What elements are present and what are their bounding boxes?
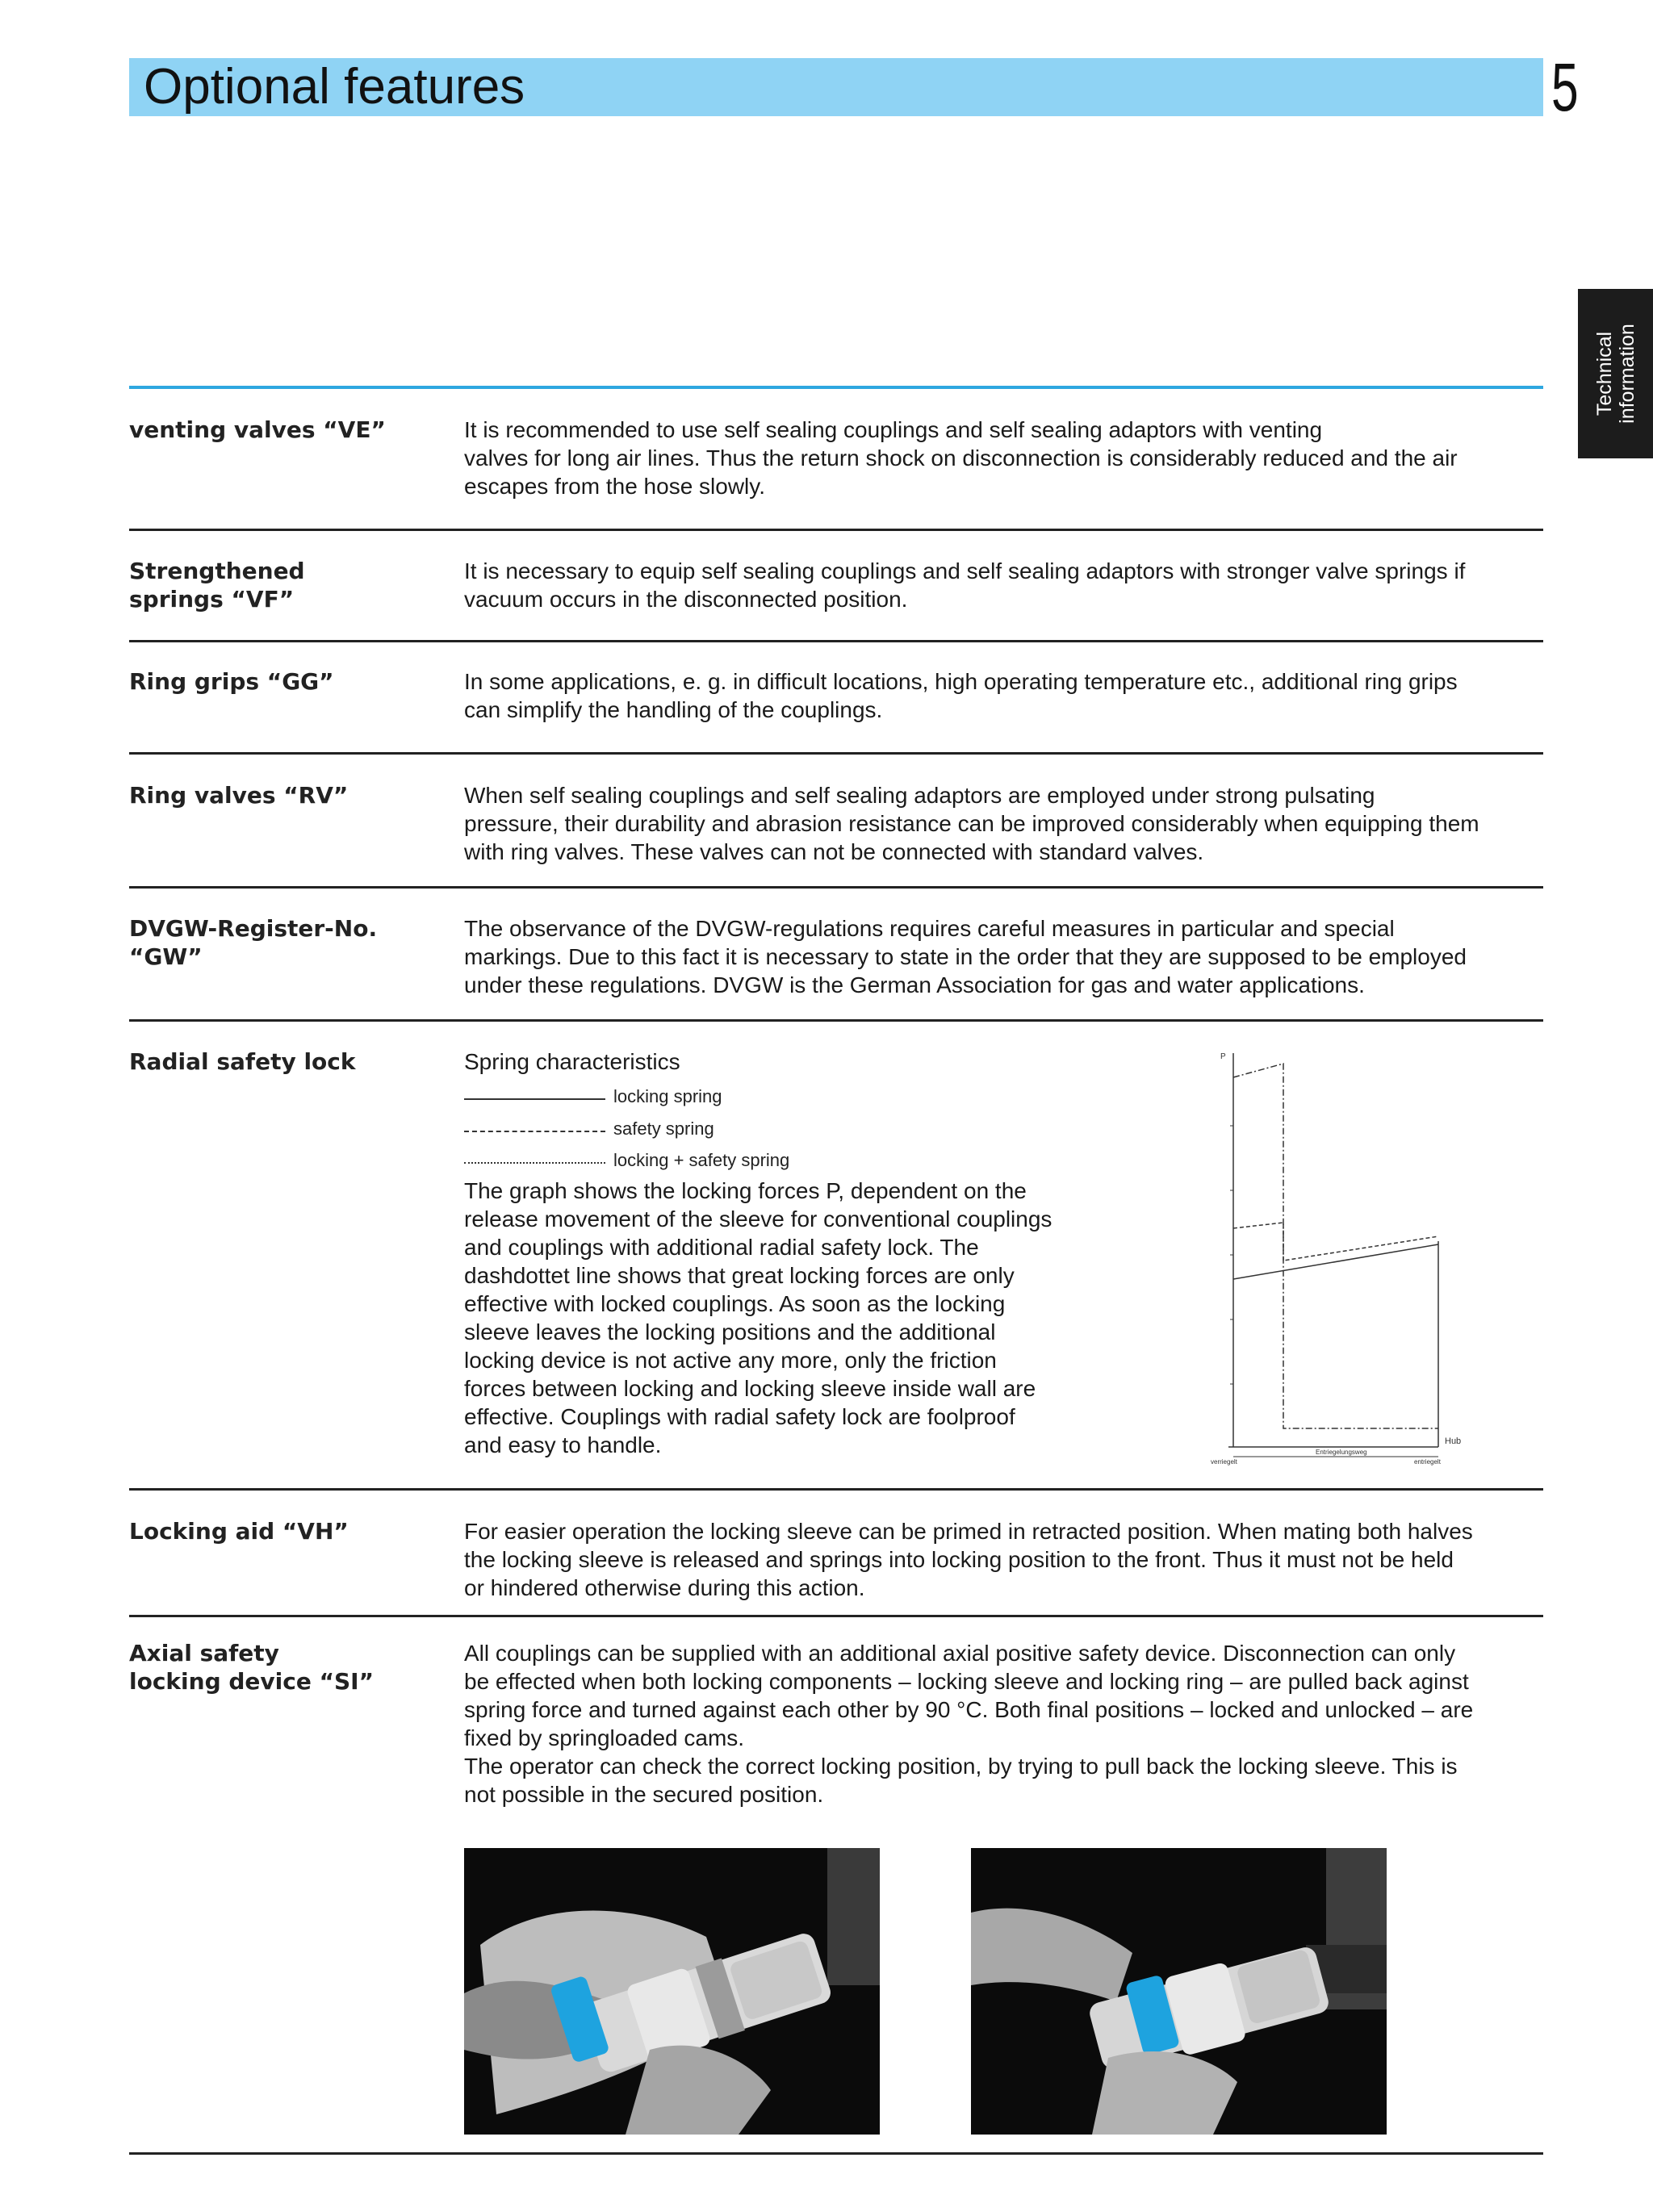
legend-label-safety: safety spring [613,1119,714,1139]
spring-characteristics-graph [1211,1049,1462,1466]
desc-axial-safety: All couplings can be supplied with an additional axial positive safety device. Disconnection can only be effected when both locking components – locking sleeve and locking ring – are pulled back aginst spring force and turned against each other by 90 °C. Both final positions – locked and unlocked – are fixed by springloaded cams. The operator can check the correct locking position, by trying to pull back the locking sleeve. This is not possible in the secured position. [464,1641,1474,1807]
desc-ring-valves: When self sealing couplings and self sealing adaptors are employed under strong pulsating pressure, their durability and abrasion resistance can be improved considerably when equipping them with ring valves. These valves can not be connected with standard valves. [464,783,1479,864]
divider [129,1019,1543,1022]
divider [129,640,1543,642]
page-header-bar [129,58,1543,116]
section-top-rule [129,386,1543,389]
page-title: Optional features [144,59,525,115]
divider [129,529,1543,531]
term-axial-safety: Axial safety locking device “SI” [129,1640,374,1695]
desc-locking-aid: For easier operation the locking sleeve can be primed in retracted position. When mating both halves the locking sleeve is released and springs into locking position to the front. Thus it must not be held or hindered otherwise during this action. [464,1519,1473,1600]
photo-coupling-locked [464,1848,880,2135]
term-ring-valves: Ring valves “RV” [129,782,349,809]
desc-venting-valves: It is recommended to use self sealing couplings and self sealing adaptors with venting valves for long air lines. Thus the return shock on disconnection is considerably reduced and the air escapes from the hose slowly. [464,417,1458,499]
desc-strengthened-springs: It is necessary to equip self sealing couplings and self sealing adaptors with stronger valve springs if vacuum occurs in the disconnected position. [464,558,1466,612]
locking-spring-curve [1233,1244,1438,1279]
side-tab-label: Technical information [1592,324,1638,424]
legend-label-combined: locking + safety spring [613,1150,790,1170]
graph-x-label: Hub [1445,1436,1462,1446]
graph-right-label: entriegelt [1414,1458,1441,1466]
desc-dvgw: The observance of the DVGW-regulations requires careful measures in particular and special markings. Due to this fact it is necessary to state in the order that they are supposed to be employed under these regulations. DVGW is the German Association for gas and water applications. [464,916,1467,997]
legend-line-combined [464,1162,605,1164]
divider [129,752,1543,755]
term-strengthened-springs: Strengthened springs “VF” [129,558,305,613]
desc-radial-safety-lock: The graph shows the locking forces P, dependent on the release movement of the sleeve for conventional couplings and couplings with additional radial safety lock. The dashdottet line shows that great locking forces are only effective with locked couplings. As soon as the locking sleeve leaves the locking positions and the additional locking device is not active any more, only the friction forces between locking and locking sleeve inside wall are effective. Couplings with radial safety lock are foolproof and easy to handle. [464,1178,1052,1457]
term-venting-valves: venting valves “VE” [129,416,386,443]
photo-coupling-unlocked [971,1848,1387,2135]
term-radial-safety-lock: Radial safety lock [129,1048,356,1075]
graph-y-label: P [1220,1052,1226,1061]
combined-spring-curve [1233,1223,1438,1261]
legend-line-safety [464,1131,605,1132]
divider [129,1488,1543,1491]
chapter-number: 5 [1551,49,1579,125]
graph-left-label: verriegelt [1211,1458,1237,1466]
desc-ring-grips: In some applications, e. g. in difficult locations, high operating temperature etc., additional ring grips can simplify the handling of the couplings. [464,669,1458,722]
safety-spring-curve [1233,1064,1438,1428]
bottom-divider [129,2152,1543,2155]
term-ring-grips: Ring grips “GG” [129,668,334,695]
legend-line-locking [464,1098,605,1100]
legend-label-locking: locking spring [613,1086,722,1106]
divider [129,886,1543,889]
side-tab[interactable] [1578,289,1653,458]
term-dvgw: DVGW-Register-No. “GW” [129,915,378,970]
graph-range-label: Entriegelungsweg [1316,1449,1367,1456]
spring-characteristics-heading: Spring characteristics [464,1049,680,1074]
term-locking-aid: Locking aid “VH” [129,1518,349,1545]
divider [129,1615,1543,1617]
